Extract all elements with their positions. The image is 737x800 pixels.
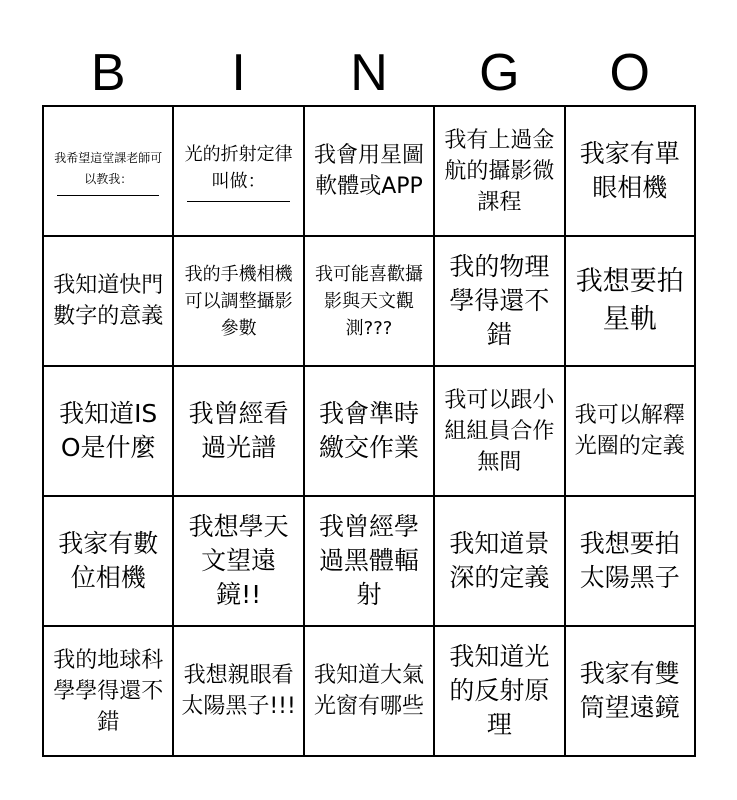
bingo-cell-text: 我知道景深的定義 <box>449 529 550 592</box>
bingo-cell-content <box>50 397 166 465</box>
bingo-cell-content <box>180 141 296 202</box>
bingo-cell-content <box>180 660 296 722</box>
bingo-cell-text: 我可以跟小組組員合作無間 <box>444 387 555 475</box>
bingo-cell-content <box>180 261 296 342</box>
header-letter-n: N <box>350 44 388 102</box>
bingo-cell[interactable] <box>566 627 694 755</box>
bingo-cell[interactable] <box>435 627 563 755</box>
bingo-cell-text: 我的地球科學學得還不錯 <box>53 647 164 735</box>
bingo-cell-text: 我知道大氣光窗有哪些 <box>313 663 424 719</box>
bingo-cell-content <box>50 147 166 196</box>
bingo-cell-text: 我會準時繳交作業 <box>318 399 419 462</box>
bingo-cell[interactable] <box>566 107 694 235</box>
bingo-cell[interactable] <box>44 497 172 625</box>
header-letter-g: G <box>479 44 520 102</box>
bingo-cell[interactable] <box>174 367 302 495</box>
header-letter-b: B <box>90 44 126 102</box>
bingo-cell-text: 我家有單眼相機 <box>579 139 680 202</box>
bingo-cell-text: 我知道快門數字的意義 <box>53 273 164 329</box>
bingo-cell-text: 我的手機相機可以調整攝影參數 <box>184 263 293 339</box>
bingo-cell-content <box>441 527 557 595</box>
bingo-cell[interactable] <box>44 237 172 365</box>
bingo-cell-text: 我曾經看過光譜 <box>188 399 289 462</box>
bingo-cell[interactable] <box>44 367 172 495</box>
bingo-cell[interactable] <box>174 497 302 625</box>
bingo-cell-text: 我想親眼看太陽黑子!!! <box>181 663 296 719</box>
bingo-cell-text: 我希望這堂課老師可以教我： <box>54 150 163 186</box>
bingo-cell[interactable] <box>305 497 433 625</box>
bingo-cell-content <box>50 645 166 738</box>
bingo-cell-text: 光的折射定律叫做： <box>184 143 293 192</box>
bingo-cell[interactable] <box>305 367 433 495</box>
bingo-header <box>43 40 695 106</box>
bingo-cell[interactable] <box>566 367 694 495</box>
bingo-cell-content <box>180 510 296 612</box>
header-letter-o: O <box>609 44 650 102</box>
bingo-cell-text: 我知道ISO是什麼 <box>59 399 158 462</box>
bingo-cell[interactable] <box>305 107 433 235</box>
bingo-cell-content <box>311 140 427 202</box>
bingo-cell[interactable] <box>305 627 433 755</box>
bingo-cell-text: 我的物理學得還不錯 <box>449 252 550 349</box>
bingo-cell-text: 我會用星圖軟體或APP <box>313 143 424 199</box>
bingo-cell-content <box>50 527 166 595</box>
bingo-cell-content <box>572 527 688 595</box>
bingo-cell-content <box>50 270 166 332</box>
bingo-cell-content <box>311 510 427 612</box>
answer-blank-line <box>187 201 289 202</box>
bingo-cell-text: 我有上過金航的攝影微課程 <box>444 127 555 215</box>
bingo-cell-content <box>441 640 557 742</box>
bingo-cell[interactable] <box>566 237 694 365</box>
bingo-grid <box>42 105 696 757</box>
bingo-cell-content <box>572 657 688 725</box>
bingo-cell-content <box>572 137 688 205</box>
bingo-cell-text: 我家有雙筒望遠鏡 <box>579 659 680 722</box>
bingo-cell-text: 我曾經學過黑體輻射 <box>318 512 419 609</box>
bingo-cell-content <box>180 397 296 465</box>
bingo-cell[interactable] <box>44 627 172 755</box>
header-letter-i: I <box>231 44 246 102</box>
bingo-cell-content <box>311 261 427 342</box>
bingo-cell[interactable] <box>174 237 302 365</box>
bingo-cell-text: 我想要拍太陽黑子 <box>579 529 680 592</box>
bingo-cell[interactable] <box>435 237 563 365</box>
bingo-cell-text: 我知道光的反射原理 <box>449 642 550 739</box>
bingo-cell-text: 我可能喜歡攝影與天文觀測??? <box>314 263 423 339</box>
bingo-cell[interactable] <box>174 627 302 755</box>
bingo-cell-text: 我可以解釋光圈的定義 <box>574 403 685 459</box>
bingo-cell[interactable] <box>174 107 302 235</box>
bingo-cell-content <box>441 250 557 352</box>
bingo-cell-content <box>311 397 427 465</box>
bingo-cell-text: 我家有數位相機 <box>58 529 159 592</box>
bingo-cell[interactable] <box>566 497 694 625</box>
bingo-cell-content <box>572 263 688 339</box>
bingo-cell[interactable] <box>44 107 172 235</box>
bingo-cell-content <box>441 385 557 478</box>
bingo-cell[interactable] <box>435 107 563 235</box>
bingo-cell-content <box>311 660 427 722</box>
answer-blank-line <box>57 195 159 196</box>
bingo-cell[interactable] <box>435 367 563 495</box>
bingo-cell[interactable] <box>435 497 563 625</box>
bingo-cell-content <box>572 400 688 462</box>
bingo-cell-text: 我想學天文望遠鏡!! <box>188 512 289 609</box>
bingo-cell[interactable] <box>305 237 433 365</box>
bingo-cell-content <box>441 125 557 218</box>
bingo-cell-text: 我想要拍星軌 <box>575 266 684 335</box>
